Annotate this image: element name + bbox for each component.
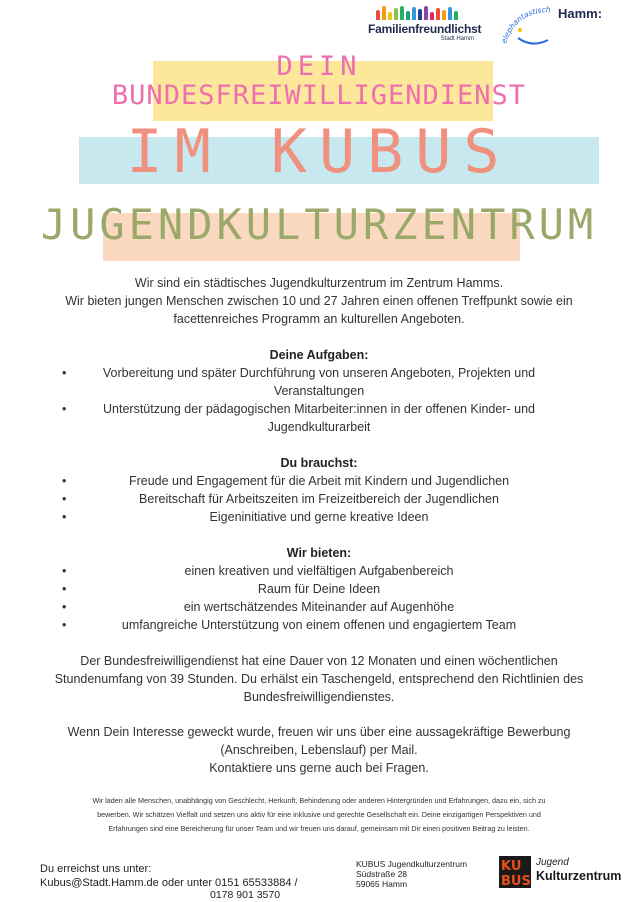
headline-line-im-kubus: IM KUBUS <box>126 117 512 187</box>
kubus-logo-line-2: Kulturzentrum <box>536 869 622 883</box>
svg-text:KU: KU <box>501 859 522 874</box>
headline-line-jugendkulturzentrum: JUGENDKULTURZENTRUM <box>40 200 598 249</box>
intro-line-2: Wir bieten jungen Menschen zwischen 10 und 27 Jahren einen offenen Treffpunkt sowie ein <box>65 294 573 308</box>
familienfreundlichst-logo <box>368 6 488 50</box>
brauchst-heading: Du brauchst: <box>280 456 358 470</box>
familienfreundlichst-subtitle: Stadt Hamm <box>440 36 474 42</box>
list-item <box>40 364 598 400</box>
intro-line-1: Wir sind ein städtisches Jugendkulturzentrum im Zentrum Hamms. <box>134 276 504 290</box>
duration-line-2: Stundenumfang von 39 Stunden. Du erhälst ein Taschengeld, entsprechend den Richtlinien des <box>54 672 584 686</box>
duration-line-1: Der Bundesfreiwilligendienst hat eine Dauer von 12 Monaten und einen wöchentlichen <box>80 654 558 668</box>
kubus-logo-line-1: Jugend <box>536 857 569 868</box>
bullet-icon: • <box>62 402 67 416</box>
address-line-3: 59065 Hamm <box>356 879 408 889</box>
diversity-line-2: bewerben. Wir schätzen Vielfalt und setzen uns aktiv für eine inklusive und gerechte Gesellschaft ein. Deine einzigartigen Perspektiven und <box>97 810 541 819</box>
family-figures-icon <box>376 6 488 20</box>
bullet-icon: • <box>62 492 67 506</box>
hamm-word: Hamm: <box>558 6 603 21</box>
aufgaben-item-1: Vorbereitung und später Durchführung von unseren Angeboten, Projekten und Veranstaltungen <box>102 366 536 398</box>
list-item <box>40 400 598 436</box>
list-item <box>40 562 598 580</box>
intro-line-3: facettenreiches Programm an kulturellen Angeboten. <box>173 312 465 326</box>
interest-line-3: Kontaktiere uns gerne auch bei Fragen. <box>209 761 429 775</box>
brauchst-item-1: Freude und Engagement für die Arbeit mit Kindern und Jugendlichen <box>128 474 510 488</box>
headline-line-dein: DEIN <box>276 51 362 82</box>
contact-line-2[interactable]: Kubus@Stadt.Hamm.de oder unter 0151 65533884 / <box>40 877 298 889</box>
bullet-icon: • <box>62 366 67 380</box>
bieten-item-4: umfangreiche Unterstützung von einem offenen und engagiertem Team <box>121 618 517 632</box>
interest-line-2: (Anschreiben, Lebenslauf) per Mail. <box>220 743 418 757</box>
svg-text:elephantastisch <box>499 5 551 45</box>
bullet-icon: • <box>62 510 67 524</box>
contact-line-1: Du erreichst uns unter: <box>40 863 152 875</box>
bieten-item-3: ein wertschätzendes Miteinander auf Augenhöhe <box>183 600 455 614</box>
diversity-line-1: Wir laden alle Menschen, unabhängig von Geschlecht, Herkunft, Behinderung oder anderen Hintergründen und Erfahrungen, dazu ein, sich zu <box>92 796 546 805</box>
diversity-line-3: Erfahrungen sind eine Bereicherung für unser Team und wir freuen uns darauf, gemeinsam mit Dir einen positiven Beitrag zu leisten. <box>108 824 530 833</box>
aufgaben-heading: Deine Aufgaben: <box>269 348 369 362</box>
bullet-icon: • <box>62 618 67 632</box>
kubus-cube-icon <box>498 855 532 889</box>
list-item <box>40 490 598 508</box>
address-line-2: Südstraße 28 <box>356 869 408 879</box>
aufgaben-item-2: Unterstützung der pädagogischen Mitarbeiter:innen in der offenen Kinder- und Jugendkulturarbeit <box>103 402 535 434</box>
bullet-icon: • <box>62 600 67 614</box>
interest-line-1: Wenn Dein Interesse geweckt wurde, freuen wir uns über eine aussagekräftige Bewerbung <box>67 725 571 739</box>
list-item <box>40 472 598 490</box>
brauchst-item-2: Bereitschaft für Arbeitszeiten im Freizeitbereich der Jugendlichen <box>139 492 499 506</box>
bieten-item-1: einen kreativen und vielfältigen Aufgabenbereich <box>184 564 454 578</box>
svg-text:BUS: BUS <box>501 874 531 889</box>
headline-line-bfd: BUNDESFREIWILLIGENDIENST <box>111 80 527 111</box>
address-line-1: KUBUS Jugendkulturzentrum <box>356 859 468 869</box>
brauchst-item-3: Eigeninitiative und gerne kreative Ideen <box>209 510 429 524</box>
bullet-icon: • <box>62 564 67 578</box>
list-item <box>40 598 598 616</box>
list-item <box>40 616 598 634</box>
bieten-item-2: Raum für Deine Ideen <box>257 582 381 596</box>
contact-line-3: 0178 901 3570 <box>210 889 281 901</box>
hamm-logo <box>496 4 606 50</box>
bullet-icon: • <box>62 582 67 596</box>
bieten-heading: Wir bieten: <box>286 546 352 560</box>
list-item <box>40 508 598 526</box>
list-item <box>40 580 598 598</box>
duration-line-3: Bundesfreiwilligendienstes. <box>243 690 395 704</box>
bullet-icon: • <box>62 474 67 488</box>
kubus-logo <box>498 855 622 893</box>
familienfreundlichst-title: Familienfreundlichst <box>368 22 482 36</box>
hamm-arc-text: elephantastisch <box>499 4 551 45</box>
